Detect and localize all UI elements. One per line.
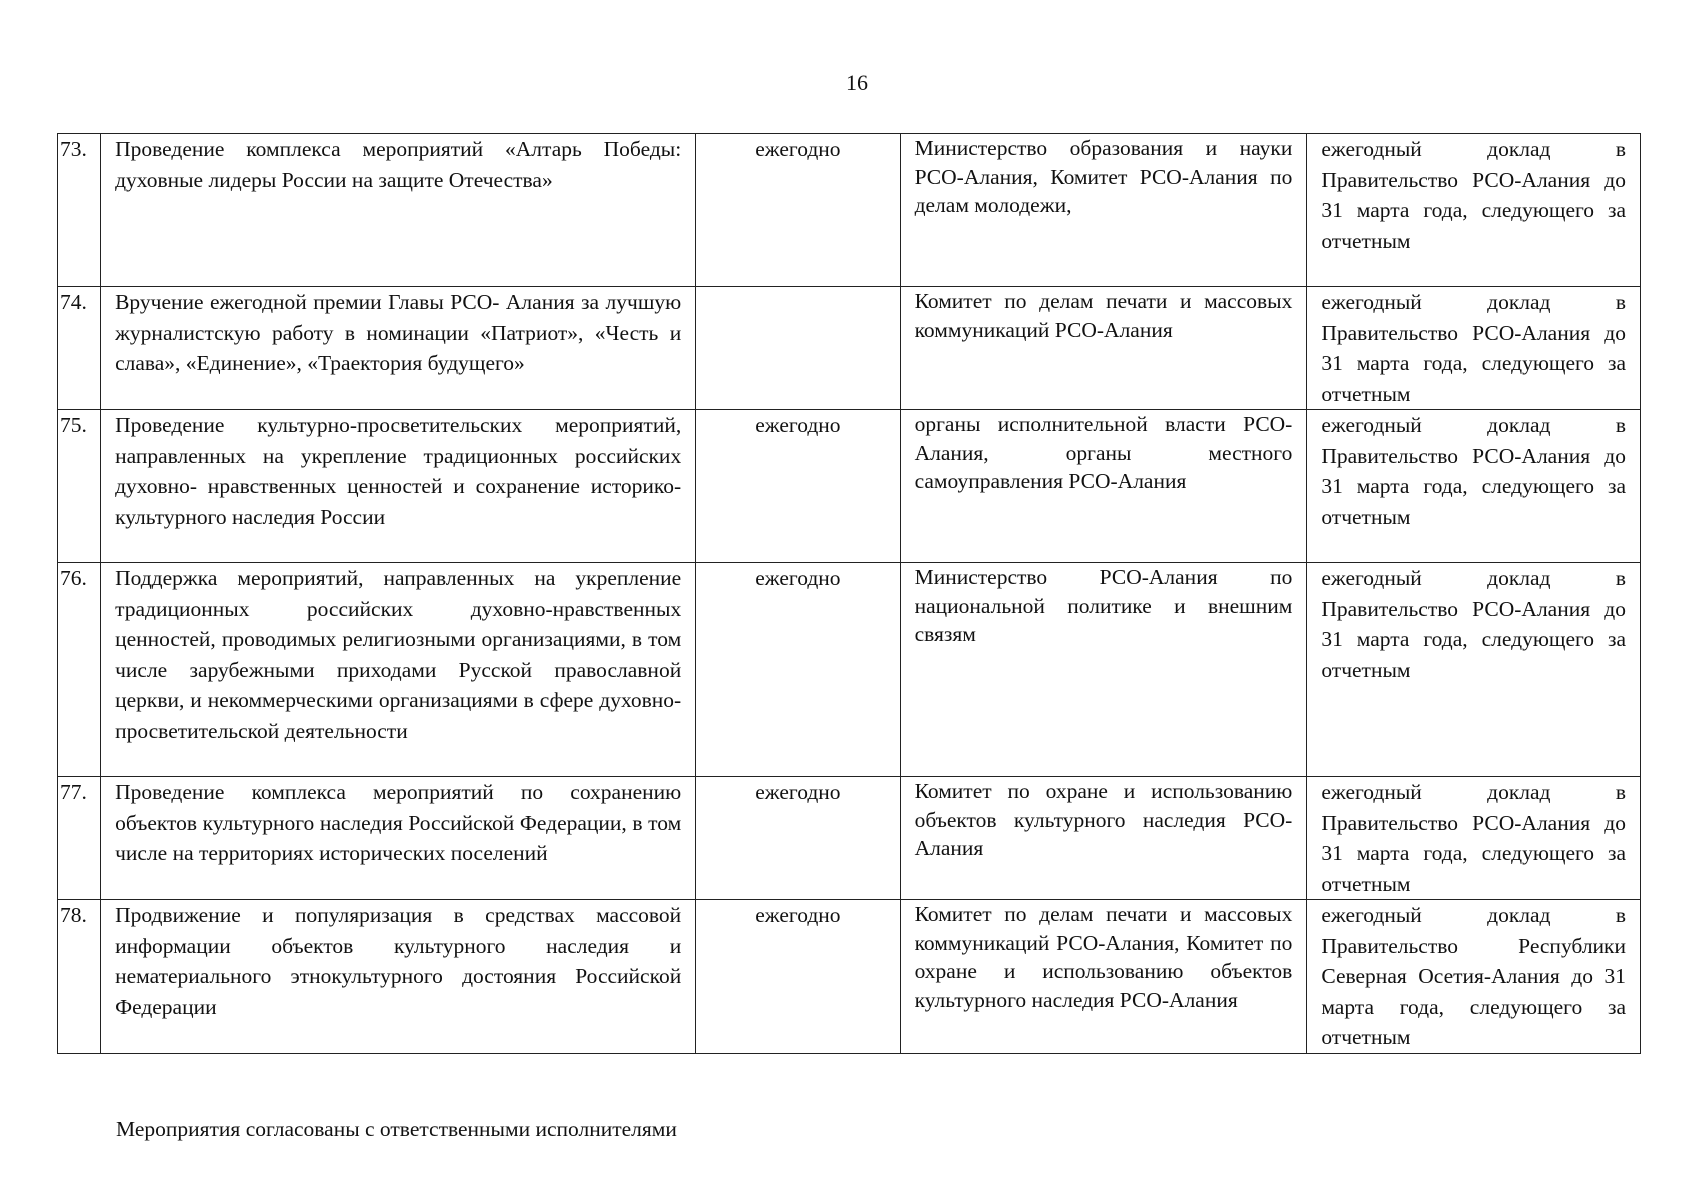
- row-number: 76.: [58, 563, 101, 777]
- row-number: 75.: [58, 410, 101, 563]
- executor-cell: Комитет по делам печати и массовых коммуникаций РСО-Алания: [900, 287, 1307, 410]
- event-cell: Вручение ежегодной премии Главы РСО- Алания за лучшую журналистскую работу в номинации «Патриот», «Честь и слава», «Единение», «Траектория будущего»: [101, 287, 696, 410]
- report-cell: ежегодный доклад в Правительство РСО-Алания до 31 марта года, следующего за отчетным: [1307, 287, 1641, 410]
- row-number: 77.: [58, 777, 101, 900]
- report-cell: ежегодный доклад в Правительство РСО-Алания до 31 марта года, следующего за отчетным: [1307, 134, 1641, 287]
- executor-cell: Министерство образования и науки РСО-Алания, Комитет РСО-Алания по делам молодежи,: [900, 134, 1307, 287]
- table-row: [58, 287, 1641, 410]
- event-cell: Проведение комплекса мероприятий по сохранению объектов культурного наследия Российской Федерации, в том числе на территориях исторических поселений: [101, 777, 696, 900]
- row-number: 74.: [58, 287, 101, 410]
- report-cell: ежегодный доклад в Правительство РСО-Алания до 31 марта года, следующего за отчетным: [1307, 777, 1641, 900]
- event-cell: Проведение культурно-просветительских мероприятий, направленных на укрепление традиционных российских духовно- нравственных ценностей и сохранение историко-культурного наследия России: [101, 410, 696, 563]
- report-cell: ежегодный доклад в Правительство РСО-Алания до 31 марта года, следующего за отчетным: [1307, 563, 1641, 777]
- report-cell: ежегодный доклад в Правительство Республики Северная Осетия-Алания до 31 марта года, следующего за отчетным: [1307, 900, 1641, 1054]
- measures-table: [57, 133, 1641, 1054]
- event-cell: Продвижение и популяризация в средствах массовой информации объектов культурного наследия и нематериального этнокультурного достояния Российской Федерации: [101, 900, 696, 1054]
- term-cell: ежегодно: [696, 410, 900, 563]
- term-cell: [696, 287, 900, 410]
- term-cell: ежегодно: [696, 134, 900, 287]
- executor-cell: Комитет по делам печати и массовых коммуникаций РСО-Алания, Комитет по охране и использованию объектов культурного наследия РСО-Алания: [900, 900, 1307, 1054]
- event-cell: Поддержка мероприятий, направленных на укрепление традиционных российских духовно-нравственных ценностей, проводимых религиозными организациями, в том числе зарубежными приходами Русской православной церкви, и некоммерческими организациями в сфере духовно-просветительской деятельности: [101, 563, 696, 777]
- term-cell: ежегодно: [696, 563, 900, 777]
- table-row: [58, 134, 1641, 287]
- row-number: 78.: [58, 900, 101, 1054]
- page-number: 16: [846, 70, 868, 95]
- executor-cell: органы исполнительной власти РСО-Алания, органы местного самоуправления РСО-Алания: [900, 410, 1307, 563]
- row-number: 73.: [58, 134, 101, 287]
- table-row: [58, 563, 1641, 777]
- term-cell: ежегодно: [696, 777, 900, 900]
- term-cell: ежегодно: [696, 900, 900, 1054]
- footer-note: Мероприятия согласованы с ответственными исполнителями: [116, 1117, 677, 1141]
- executor-cell: Комитет по охране и использованию объектов культурного наследия РСО-Алания: [900, 777, 1307, 900]
- table-row: [58, 410, 1641, 563]
- report-cell: ежегодный доклад в Правительство РСО-Алания до 31 марта года, следующего за отчетным: [1307, 410, 1641, 563]
- table-row: [58, 777, 1641, 900]
- event-cell: Проведение комплекса мероприятий «Алтарь Победы: духовные лидеры России на защите Отечества»: [101, 134, 696, 287]
- table-row: [58, 900, 1641, 1054]
- executor-cell: Министерство РСО-Алания по национальной политике и внешним связям: [900, 563, 1307, 777]
